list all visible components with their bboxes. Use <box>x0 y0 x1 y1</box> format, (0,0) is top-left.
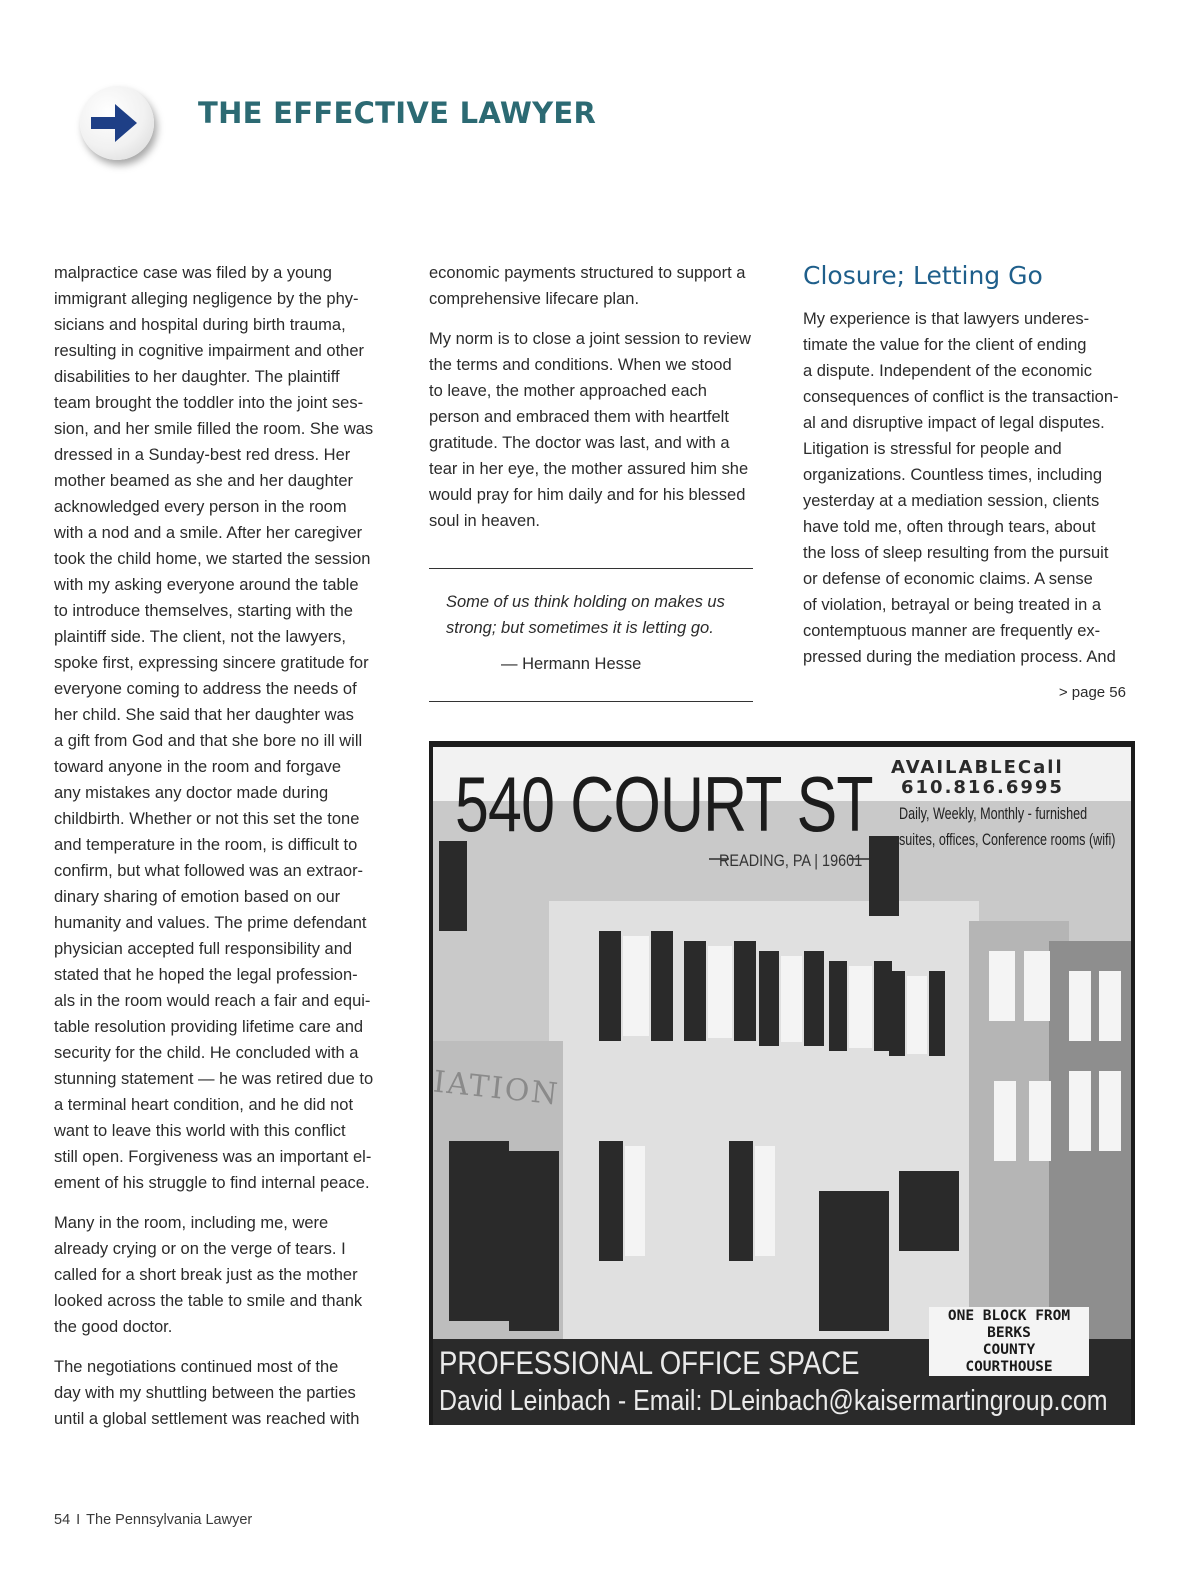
paragraph <box>54 260 394 1196</box>
text-line: security for the child. He concluded with a <box>54 1044 359 1062</box>
text-line: or defense of economic claims. A sense <box>803 570 1093 588</box>
text-line: malpractice case was filed by a young <box>54 264 332 282</box>
text-line: until a global settlement was reached with <box>54 1410 360 1428</box>
text-line: pressed during the mediation process. And <box>803 648 1116 666</box>
quote-text <box>446 589 725 641</box>
text-line: My experience is that lawyers underes- <box>803 310 1090 328</box>
ad-location-line: COUNTY <box>982 1342 1036 1358</box>
ad-headline: PROFESSIONAL OFFICE SPACE <box>439 1345 860 1381</box>
page-footer <box>54 1512 252 1528</box>
paragraph <box>429 326 769 534</box>
ad-features <box>899 801 1116 853</box>
text-line: of violation, betrayal or being treated in a <box>803 596 1102 614</box>
text-line: plaintiff side. The client, not the lawyers, <box>54 628 346 646</box>
text-line: Many in the room, including me, were <box>54 1214 329 1232</box>
text-line: dinary sharing of emotion based on our <box>54 888 341 906</box>
text-line: would pray for him daily and for his blessed <box>429 486 746 504</box>
text-line: stunning statement — he was retired due to <box>54 1070 374 1088</box>
text-line: contemptuous manner are frequently ex- <box>803 622 1101 640</box>
text-line: person and embraced them with heartfelt <box>429 408 729 426</box>
text-line: took the child home, we started the session <box>54 550 371 568</box>
text-line: immigrant alleging negligence by the phy- <box>54 290 359 308</box>
text-line: timate the value for the client of ending <box>803 336 1087 354</box>
text-line: to leave, the mother approached each <box>429 382 707 400</box>
text-line: team brought the toddler into the joint ses- <box>54 394 364 412</box>
text-line: humanity and values. The prime defendant <box>54 914 367 932</box>
text-line: day with my shuttling between the parties <box>54 1384 356 1402</box>
ad-location-line: BERKS <box>987 1325 1031 1341</box>
text-line: to introduce themselves, starting with the <box>54 602 353 620</box>
text-line: a terminal heart condition, and he did not <box>54 1096 354 1114</box>
text-line: consequences of conflict is the transaction- <box>803 388 1119 406</box>
text-line: the terms and conditions. When we stood <box>429 356 732 374</box>
advertisement-540-court-st <box>429 741 1135 1425</box>
arrow-right-icon <box>80 86 154 160</box>
text-line: a dispute. Independent of the economic <box>803 362 1092 380</box>
text-line: comprehensive lifecare plan. <box>429 290 640 308</box>
text-line: disabilities to her daughter. The plaintiff <box>54 368 340 386</box>
text-line: have told me, often through tears, about <box>803 518 1096 536</box>
text-line: with a nod and a smile. After her caregiver <box>54 524 363 542</box>
text-line: confirm, but what followed was an extraor- <box>54 862 364 880</box>
text-line: stated that he hoped the legal profession- <box>54 966 358 984</box>
text-line: tear in her eye, the mother assured him she <box>429 460 749 478</box>
ad-contact: David Leinbach - Email: DLeinbach@kaisermartingroup.com <box>439 1385 1108 1417</box>
text-line: her child. She said that her daughter was <box>54 706 354 724</box>
text-line: with my asking everyone around the table <box>54 576 359 594</box>
ad-availability: AVAILABLECall <box>891 757 1064 778</box>
ad-phone: 610.816.6995 <box>901 777 1064 798</box>
text-line: childbirth. Whether or not this set the tone <box>54 810 360 828</box>
quote-line: Some of us think holding on makes us <box>446 593 725 611</box>
text-line: looked across the table to smile and thank <box>54 1292 363 1310</box>
text-line: mother beamed as she and her daughter <box>54 472 354 490</box>
article-column-1 <box>54 260 394 1446</box>
text-line: table resolution providing lifetime care and <box>54 1018 364 1036</box>
text-line: gratitude. The doctor was last, and with a <box>429 434 730 452</box>
ad-location-line: COURTHOUSE <box>965 1359 1053 1375</box>
ad-feature-line: suites, offices, Conference rooms (wifi) <box>899 830 1116 849</box>
text-line: organizations. Countless times, including <box>803 466 1102 484</box>
publication-name: The Pennsylvania Lawyer <box>86 1512 253 1528</box>
paragraph <box>54 1210 394 1340</box>
text-line: Litigation is stressful for people and <box>803 440 1062 458</box>
footer-separator: I <box>76 1512 81 1528</box>
facade-sign: IATION <box>431 1064 562 1113</box>
text-line: already crying or on the verge of tears. I <box>54 1240 346 1258</box>
text-line: dressed in a Sunday-best red dress. Her <box>54 446 351 464</box>
text-line: physician accepted full responsibility and <box>54 940 353 958</box>
continued-page-link[interactable]: > page 56 <box>1058 684 1126 701</box>
text-line: My norm is to close a joint session to review <box>429 330 751 348</box>
text-line: als in the room would reach a fair and equi- <box>54 992 371 1010</box>
section-title: THE EFFECTIVE LAWYER <box>198 96 597 130</box>
quote-author: — Hermann Hesse <box>501 655 642 673</box>
text-line: economic payments structured to support a <box>429 264 746 282</box>
article-column-3 <box>803 260 1133 684</box>
text-line: everyone coming to address the needs of <box>54 680 357 698</box>
text-line: still open. Forgiveness was an important el- <box>54 1148 372 1166</box>
page-number: 54 <box>54 1512 71 1528</box>
text-line: resulting in cognitive impairment and other <box>54 342 364 360</box>
text-line: sicians and hospital during birth trauma, <box>54 316 346 334</box>
text-line: called for a short break just as the mother <box>54 1266 358 1284</box>
paragraph <box>429 260 769 312</box>
text-line: spoke first, expressing sincere gratitude for <box>54 654 369 672</box>
text-line: want to leave this world with this conflict <box>54 1122 346 1140</box>
text-line: soul in heaven. <box>429 512 540 530</box>
article-column-2 <box>429 260 769 548</box>
text-line: sion, and her smile filled the room. She was <box>54 420 374 438</box>
ad-location-note <box>929 1307 1089 1376</box>
text-line: a gift from God and that she bore no ill will <box>54 732 363 750</box>
text-line: ement of his struggle to find internal peace. <box>54 1174 370 1192</box>
section-heading: Closure; Letting Go <box>803 261 1043 290</box>
paragraph <box>803 306 1133 670</box>
ad-location-line: ONE BLOCK FROM <box>947 1308 1071 1324</box>
text-line: al and disruptive impact of legal disputes. <box>803 414 1105 432</box>
paragraph <box>54 1354 394 1432</box>
text-line: the good doctor. <box>54 1318 173 1336</box>
ad-street-address: 540 COURT ST <box>455 760 873 848</box>
ad-city: READING, PA | 19601 <box>719 851 863 870</box>
text-line: acknowledged every person in the room <box>54 498 347 516</box>
quote-line: strong; but sometimes it is letting go. <box>446 619 714 637</box>
pull-quote <box>429 568 753 702</box>
text-line: any mistakes any doctor made during <box>54 784 329 802</box>
text-line: The negotiations continued most of the <box>54 1358 339 1376</box>
text-line: yesterday at a mediation session, clients <box>803 492 1100 510</box>
text-line: the loss of sleep resulting from the pursuit <box>803 544 1109 562</box>
text-line: toward anyone in the room and forgave <box>54 758 342 776</box>
ad-feature-line: Daily, Weekly, Monthly - furnished <box>899 804 1088 823</box>
text-line: and temperature in the room, is difficult to <box>54 836 358 854</box>
